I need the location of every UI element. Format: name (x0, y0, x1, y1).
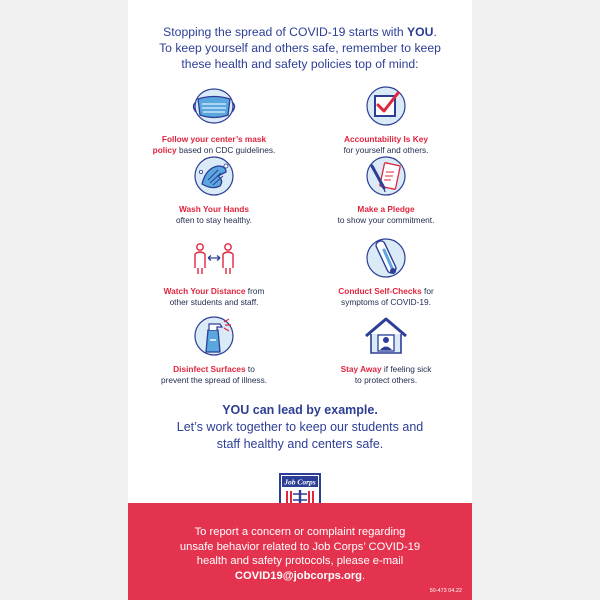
stay-home-icon (360, 314, 412, 358)
lead-line-2: Let’s work together to keep our students and (176, 420, 424, 434)
logo-text: Job Corps (284, 477, 316, 487)
spray-bottle-icon (188, 314, 240, 358)
policy-distance (128, 236, 300, 308)
policy-distance-desc-2: other students and staff. (169, 297, 259, 307)
washing-hands-icon (188, 154, 240, 198)
policy-selfcheck-title: Conduct Self-Checks (338, 286, 422, 296)
policy-mask (128, 84, 300, 156)
intro-line-1: Stopping the spread of COVID-19 starts with (163, 25, 408, 39)
policy-pledge-desc: to show your commitment. (337, 215, 435, 225)
lead-by-example (128, 402, 472, 453)
policy-distance-desc-1: from (245, 286, 265, 296)
checkbox-icon (360, 84, 412, 128)
face-mask-icon (188, 84, 240, 128)
report-period: . (362, 569, 366, 582)
policy-accountability (300, 84, 472, 156)
report-line-3: health and safety protocols, please e-mail (196, 555, 404, 567)
policy-wash-hands (128, 154, 300, 226)
intro-line-2: To keep yourself and others safe, remember to keep (159, 41, 441, 55)
report-message (128, 525, 472, 583)
report-line-1: To report a concern or complaint regarding (194, 526, 406, 538)
social-distance-icon (188, 236, 240, 280)
report-footer (128, 503, 472, 600)
covid-poster (128, 0, 472, 600)
policy-selfcheck-desc-1: for (421, 286, 434, 296)
policy-wash-desc: often to stay healthy. (176, 215, 252, 225)
policy-disinfect-desc-1: to (245, 364, 255, 374)
intro-period: . (433, 25, 437, 39)
document-code: 50-473 04.22 (429, 588, 462, 594)
policy-stayaway-desc-2: to protect others. (354, 375, 418, 385)
lead-line-3: staff healthy and centers safe. (216, 437, 384, 451)
thermometer-icon (360, 236, 412, 280)
pledge-pen-icon (360, 154, 412, 198)
policy-mask-title: Follow your center’s mask (161, 134, 267, 144)
intro-you: YOU (407, 25, 434, 39)
policy-wash-title: Wash Your Hands (179, 204, 249, 214)
policy-accountability-title: Accountability Is Key (344, 134, 428, 144)
policy-stay-away (300, 314, 472, 386)
policy-accountability-desc: for yourself and others. (343, 145, 429, 155)
policy-stayaway-desc-1: if feeling sick (381, 364, 432, 374)
policy-pledge-title: Make a Pledge (357, 204, 415, 214)
policy-disinfect-desc-2: prevent the spread of illness. (160, 375, 268, 385)
policy-selfcheck-desc-2: symptoms of COVID-19. (341, 297, 431, 307)
policy-mask-title-2: policy (152, 145, 177, 155)
intro-text (128, 24, 472, 72)
lead-heading: YOU can lead by example. (222, 403, 378, 417)
intro-line-3: these health and safety policies top of mind: (181, 57, 419, 71)
policy-disinfect-title: Disinfect Surfaces (173, 364, 246, 374)
report-line-2: unsafe behavior related to Job Corps’ COVID-19 (179, 540, 421, 553)
report-email-link[interactable]: COVID19@jobcorps.org (234, 569, 363, 582)
policy-self-checks (300, 236, 472, 308)
policy-disinfect (128, 314, 300, 386)
policy-distance-title: Watch Your Distance (163, 286, 246, 296)
policy-stayaway-title: Stay Away (340, 364, 382, 374)
policy-pledge (300, 154, 472, 226)
policy-mask-desc: based on CDC guidelines. (176, 145, 276, 155)
